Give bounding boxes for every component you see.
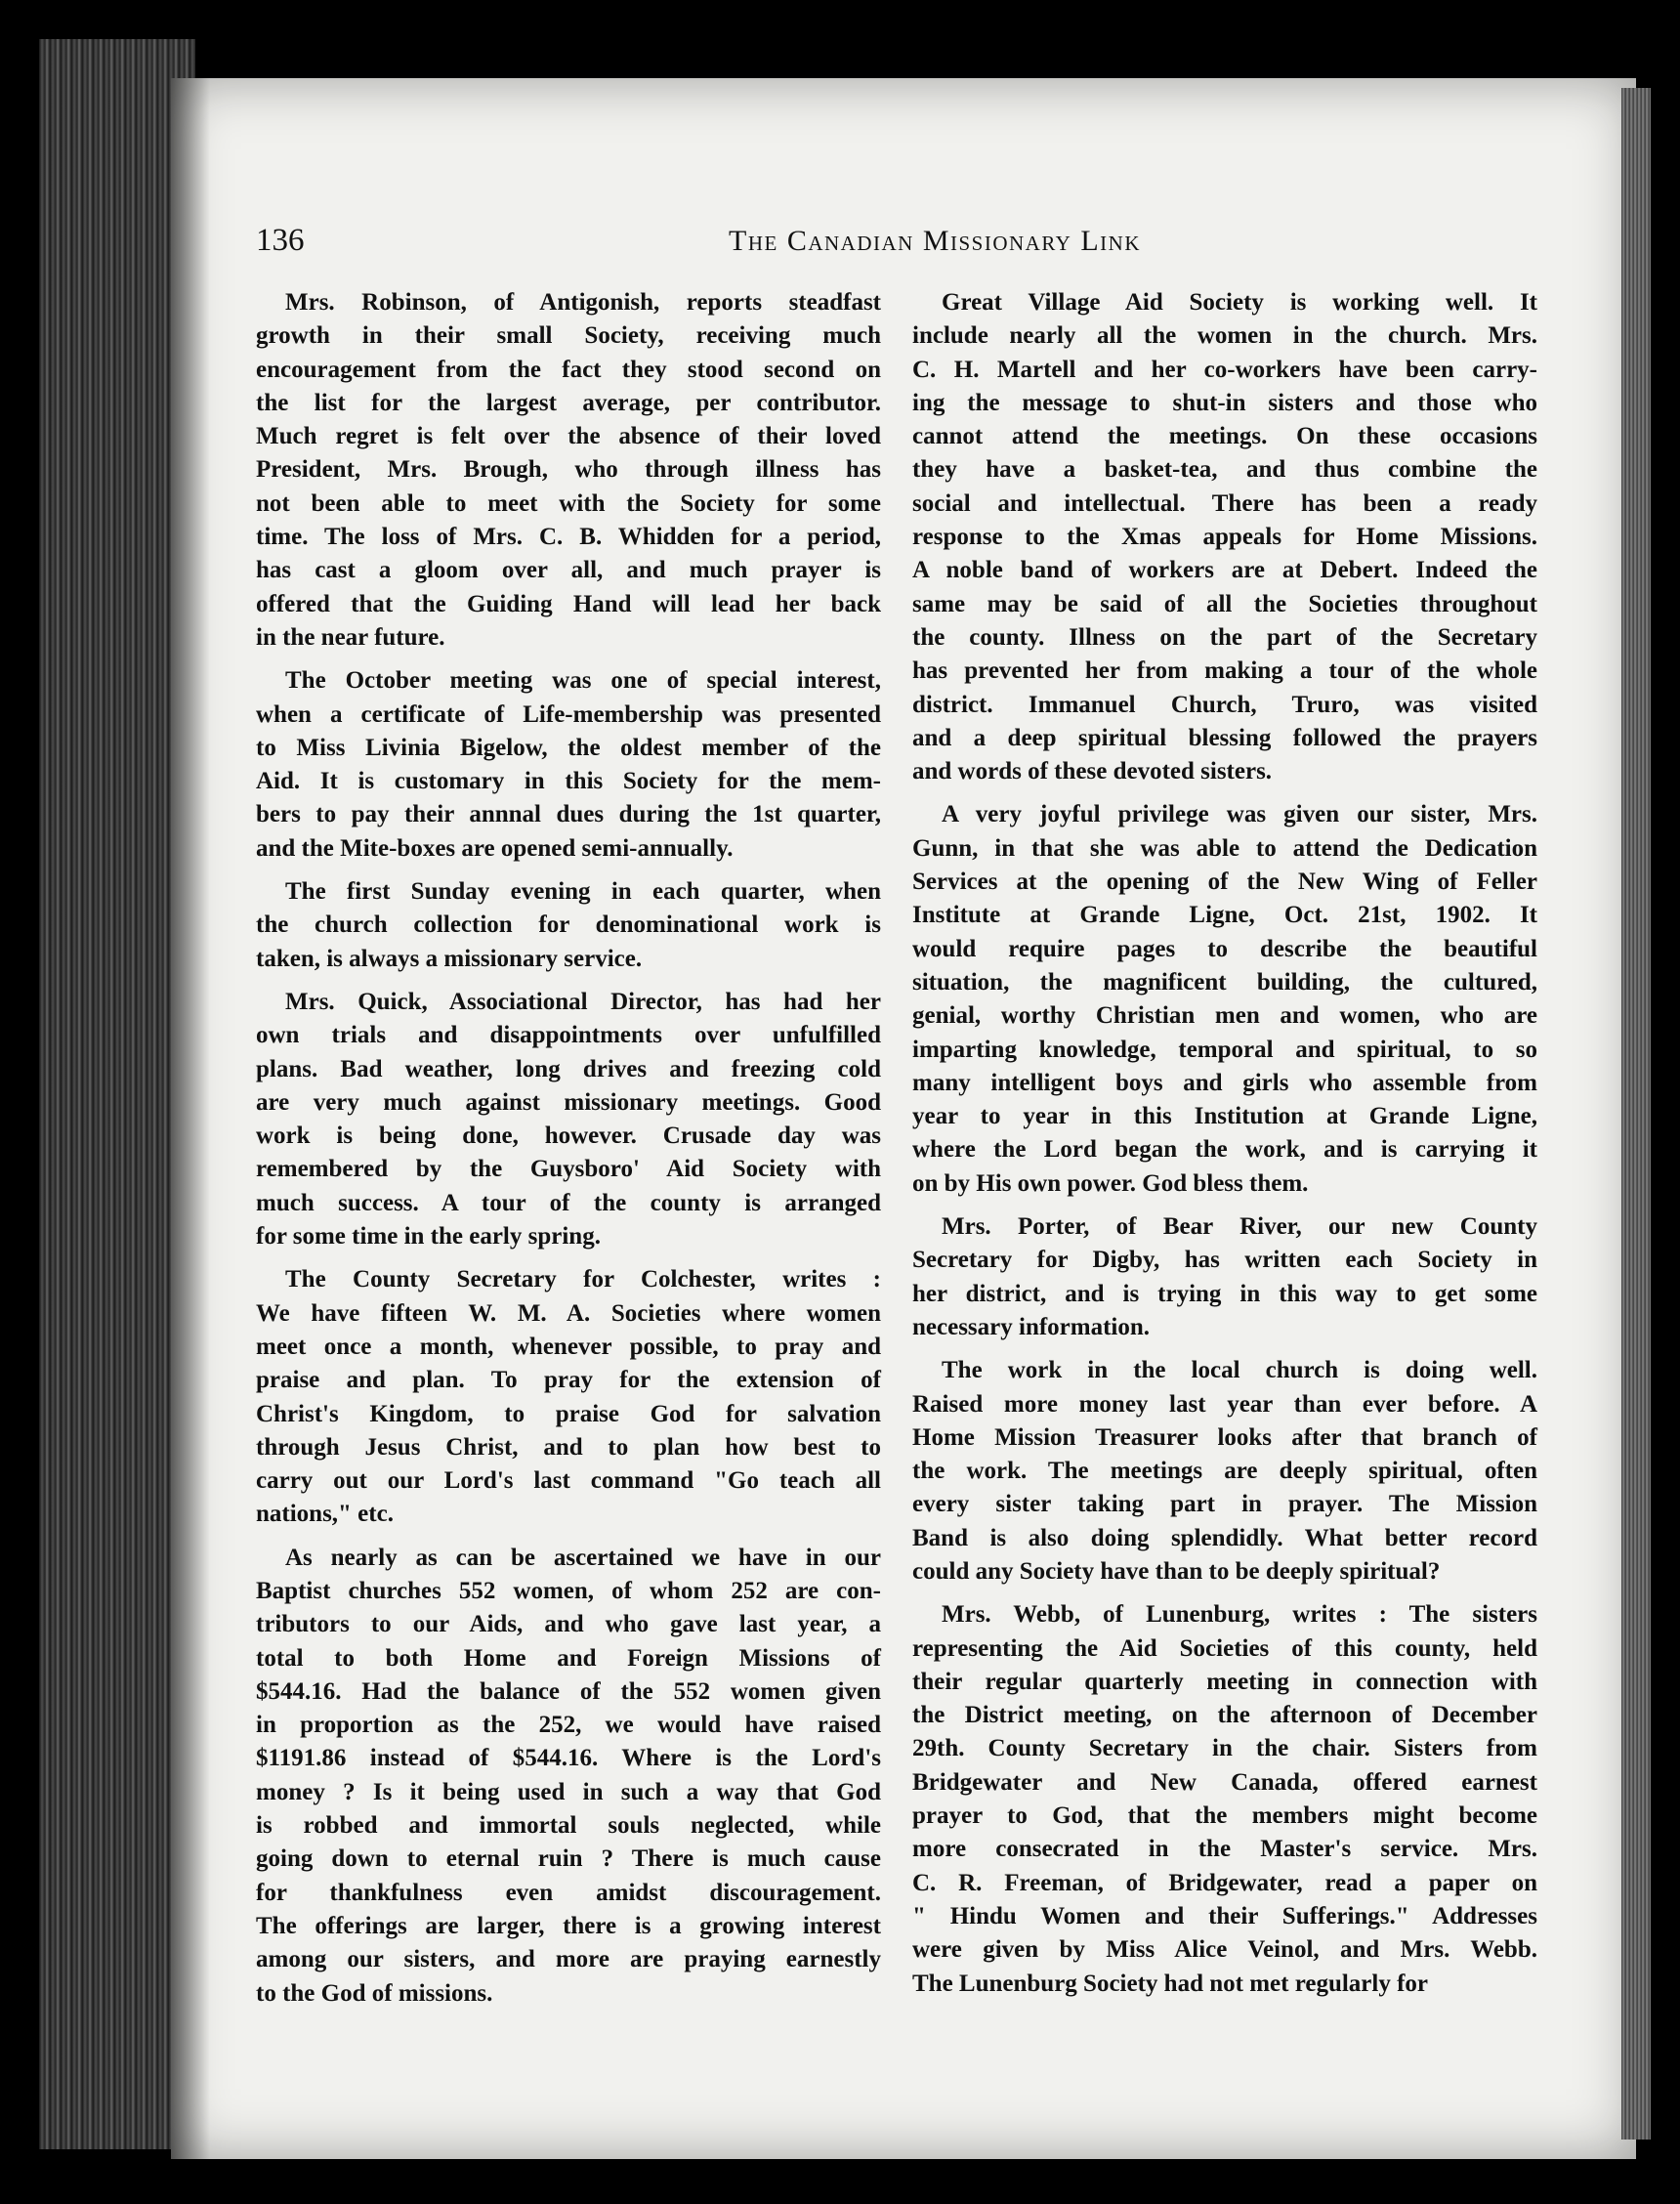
left-column [256,286,881,2011]
paragraph [912,1210,1537,1344]
text-line: 29th. County Secretary in the chair. Sisters from [912,1735,1537,1762]
text-line: carry out our Lord's last command "Go teach all [256,1467,881,1495]
text-line: taken, is always a missionary service. [256,945,643,972]
text-line: Gunn, in that she was able to attend the Dedication [912,834,1537,862]
paragraph-gap [256,655,881,664]
text-line: district. Immanuel Church, Truro, was visited [912,691,1537,718]
text-line: and the Mite-boxes are opened semi-annually. [256,834,734,862]
paragraph [256,664,881,866]
text-line: many intelligent boys and girls who assemble from [912,1069,1537,1096]
text-line: necessary information. [912,1313,1151,1340]
text-line: bers to pay their annnal dues during the 1st quarter, [256,801,881,828]
text-line: President, Mrs. Brough, who through illness has [256,456,881,484]
text-line: A very joyful privilege was given our sister, Mrs. [942,801,1537,828]
text-line: The County Secretary for Colchester, writes : [285,1266,881,1293]
text-line: Mrs. Quick, Associational Director, has had her [285,988,881,1015]
text-line: where the Lord began the work, and is carrying it [912,1136,1537,1164]
text-line: plans. Bad weather, long drives and freezing cold [256,1055,881,1082]
text-line: Mrs. Porter, of Bear River, our new County [942,1213,1537,1241]
text-line: for thankfulness even amidst discouragement. [256,1879,881,1906]
text-line: Aid. It is customary in this Society for the mem- [256,768,881,795]
text-line: year to year in this Institution at Grande Ligne, [912,1103,1537,1130]
text-line: in proportion as the 252, we would have raised [256,1712,881,1739]
text-line: every sister taking part in prayer. The Mission [912,1491,1537,1518]
text-line: imparting knowledge, temporal and spiritual, to so [912,1036,1537,1063]
page-header [256,223,1614,262]
text-line: they have a basket-tea, and thus combine the [912,456,1537,484]
text-line: Much regret is felt over the absence of their loved [256,423,881,450]
text-line: A noble band of workers are at Debert. Indeed the [912,557,1537,584]
text-line: offered that the Guiding Hand will lead her back [256,590,881,617]
text-line: and a deep spiritual blessing followed the prayers [912,724,1537,751]
text-line: the county. Illness on the part of the Secretary [912,623,1537,651]
text-line: C. H. Martell and her co-workers have been carry- [912,356,1537,383]
page-number: 136 [256,223,305,258]
paragraph-gap [256,976,881,986]
paragraph [912,286,1537,788]
text-line: are very much against missionary meetings. Good [256,1088,881,1116]
paragraph-gap [912,1201,1537,1210]
text-line: Home Mission Treasurer looks after that branch of [912,1423,1537,1451]
text-line: on by His own power. God bless them. [912,1169,1309,1197]
text-line: more consecrated in the Master's service. Mrs. [912,1836,1537,1863]
text-line: the church collection for denominational work is [256,911,881,939]
text-line: same may be said of all the Societies throughout [912,590,1537,617]
text-line: when a certificate of Life-membership was presented [256,700,881,728]
text-line: money ? Is it being used in such a way that God [256,1778,881,1805]
text-line: work is being done, however. Crusade day was [256,1123,881,1150]
text-line: could any Society have than to be deeply spiritual? [912,1557,1441,1585]
text-line: for some time in the early spring. [256,1223,601,1250]
text-line: nations," etc. [256,1501,394,1528]
paragraph-gap [256,866,881,875]
spine-shadow [171,78,210,2159]
text-line: $1191.86 instead of $544.16. Where is the Lord's [256,1745,881,1772]
text-line: has cast a gloom over all, and much prayer is [256,557,881,584]
text-line: through Jesus Christ, and to plan how best to [256,1433,881,1461]
text-line: growth in their small Society, receiving much [256,322,881,350]
text-line: to the God of missions. [256,1979,493,2007]
paragraph-gap [912,1589,1537,1598]
text-line: Bridgewater and New Canada, offered earnest [912,1768,1537,1796]
text-line: The work in the local church is doing well. [942,1357,1537,1384]
paragraph [256,875,881,976]
text-line: their regular quarterly meeting in connection with [912,1668,1537,1695]
text-line: Services at the opening of the New Wing of Feller [912,869,1537,896]
text-line: The Lunenburg Society had not met regularly for [912,1970,1429,1997]
text-line: cannot attend the meetings. On these occasions [912,423,1537,450]
paragraph-gap [912,788,1537,798]
text-line: would require pages to describe the beautiful [912,935,1537,962]
text-line: is robbed and immortal souls neglected, while [256,1812,881,1840]
book-page-edges-right [1621,88,1651,2140]
paragraph [256,1542,881,2011]
right-column [912,286,1537,2001]
text-line: going down to eternal ruin ? There is much cause [256,1845,881,1873]
text-line: the list for the largest average, per contributor. [256,389,881,416]
text-line: own trials and disappointments over unfulfilled [256,1022,881,1049]
text-line: Mrs. Robinson, of Antigonish, reports steadfast [285,289,881,316]
paragraph-gap [256,1532,881,1542]
text-line: remembered by the Guysboro' Aid Society with [256,1156,881,1183]
text-line: her district, and is trying in this way to get some [912,1280,1537,1307]
paragraph-gap [912,1344,1537,1354]
text-line: not been able to meet with the Society for some [256,489,881,517]
text-line: response to the Xmas appeals for Home Missions. [912,524,1537,551]
paragraph [256,986,881,1253]
text-line: Baptist churches 552 women, of whom 252 are con- [256,1577,881,1604]
text-line: Band is also doing splendidly. What better record [912,1524,1537,1551]
text-line: The first Sunday evening in each quarter, when [285,878,881,906]
text-line: time. The loss of Mrs. C. B. Whidden for a period, [256,524,881,551]
text-line: Secretary for Digby, has written each Society in [912,1247,1537,1274]
text-line: $544.16. Had the balance of the 552 women given [256,1677,881,1705]
text-line: ing the message to shut-in sisters and those who [912,389,1537,416]
text-line: the District meeting, on the afternoon of December [912,1702,1537,1729]
text-line: include nearly all the women in the church. Mrs. [912,322,1537,350]
paragraph [912,798,1537,1201]
text-line: Raised more money last year than ever before. A [912,1390,1537,1418]
text-line: and words of these devoted sisters. [912,758,1273,785]
text-line: in the near future. [256,623,445,651]
text-line: situation, the magnificent building, the cultured, [912,968,1537,996]
text-line: has prevented her from making a tour of the whole [912,657,1537,685]
running-title: The Canadian Missionary Link [729,225,1141,257]
text-line: tributors to our Aids, and who gave last year, a [256,1611,881,1638]
text-line: encouragement from the fact they stood second on [256,356,881,383]
text-line: prayer to God, that the members might become [912,1802,1537,1830]
text-line: Great Village Aid Society is working well. It [942,289,1537,316]
text-line: C. R. Freeman, of Bridgewater, read a paper on [912,1869,1537,1896]
text-line: representing the Aid Societies of this county, held [912,1634,1537,1662]
paragraph [912,1598,1537,2001]
text-line: the work. The meetings are deeply spiritual, often [912,1458,1537,1485]
text-line: praise and plan. To pray for the extension of [256,1367,881,1394]
text-line: meet once a month, whenever possible, to pray and [256,1333,881,1360]
text-line: Mrs. Webb, of Lunenburg, writes : The sisters [942,1601,1537,1629]
text-line: The October meeting was one of special interest, [285,667,881,695]
text-line: The offerings are larger, there is a growing interest [256,1912,881,1939]
text-line: among our sisters, and more are praying earnestly [256,1946,881,1973]
paragraph-gap [256,1253,881,1263]
paragraph [256,286,881,655]
text-line: to Miss Livinia Bigelow, the oldest member of the [256,734,881,761]
text-line: genial, worthy Christian men and women, who are [912,1002,1537,1030]
text-line: much success. A tour of the county is arranged [256,1189,881,1216]
text-line: As nearly as can be ascertained we have in our [285,1544,881,1571]
text-line: Christ's Kingdom, to praise God for salvation [256,1400,881,1427]
text-line: We have fifteen W. M. A. Societies where women [256,1299,881,1327]
paragraph [912,1354,1537,1589]
text-line: total to both Home and Foreign Missions of [256,1644,881,1672]
text-line: " Hindu Women and their Sufferings." Addresses [912,1902,1537,1929]
paragraph [256,1263,881,1531]
text-line: were given by Miss Alice Veinol, and Mrs. Webb. [912,1936,1537,1964]
text-line: social and intellectual. There has been a ready [912,489,1537,517]
text-line: Institute at Grande Ligne, Oct. 21st, 1902. It [912,902,1537,929]
